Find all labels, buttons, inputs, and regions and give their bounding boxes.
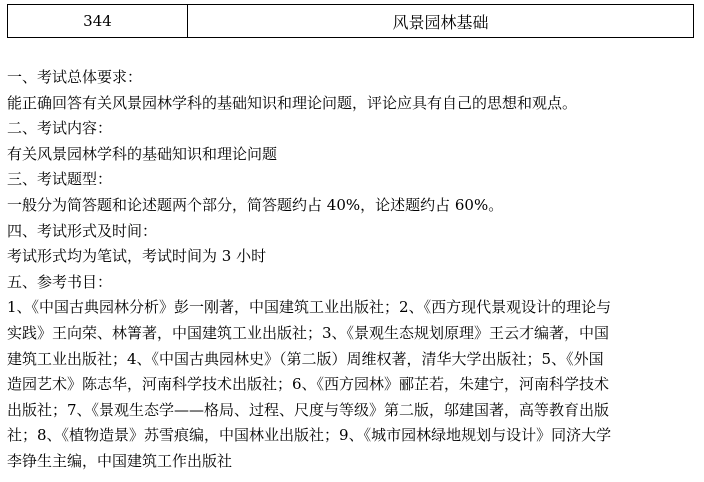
section-5-title: 五、参考书目：: [7, 272, 113, 291]
reference-line: 造园艺术》陈志华，河南科学技术出版社；6、《西方园林》郦芷若，朱建宁，河南科学技术: [7, 375, 610, 394]
document-body: [7, 65, 697, 475]
reference-line: 实践》王向荣、林箐著，中国建筑工业出版社；3、《景观生态规划原理》王云才编著，中国: [7, 323, 610, 342]
section-2-title: 二、考试内容：: [7, 119, 113, 138]
reference-line: 李铮生主编，中国建筑工作出版社: [7, 451, 233, 470]
reference-line: 1、《中国古典园林分析》彭一刚著，中国建筑工业出版社；2、《西方现代景观设计的理论与: [7, 298, 612, 317]
reference-line: 出版社；7、《景观生态学——格局、过程、尺度与等级》第二版，邬建国著，高等教育出版: [7, 400, 610, 419]
section-4-title: 四、考试形式及时间：: [7, 221, 158, 240]
section-2-body: 有关风景园林学科的基础知识和理论问题: [7, 144, 278, 163]
exam-subject: 风景园林基础: [392, 12, 489, 32]
section-1-body: 能正确回答有关风景园林学科的基础知识和理论问题，评论应具有自己的思想和观点。: [7, 93, 578, 112]
reference-line: 建筑工业出版社；4、《中国古典园林史》（第二版）周维权著，清华大学出版社；5、《外国: [7, 349, 604, 368]
section-4-body: 考试形式均为笔试，考试时间为 3 小时: [7, 247, 267, 266]
exam-code: 344: [8, 5, 188, 37]
section-3-title: 三、考试题型：: [7, 170, 113, 189]
section-1-title: 一、考试总体要求：: [7, 68, 143, 86]
section-3-body: 一般分为简答题和论述题两个部分，简答题约占 40%，论述题约占 60%。: [7, 195, 504, 214]
header-table: [7, 4, 694, 38]
reference-line: 社；8、《植物造景》苏雪痕编，中国林业出版社；9、《城市园林绿地规划与设计》同济大学: [7, 426, 612, 445]
